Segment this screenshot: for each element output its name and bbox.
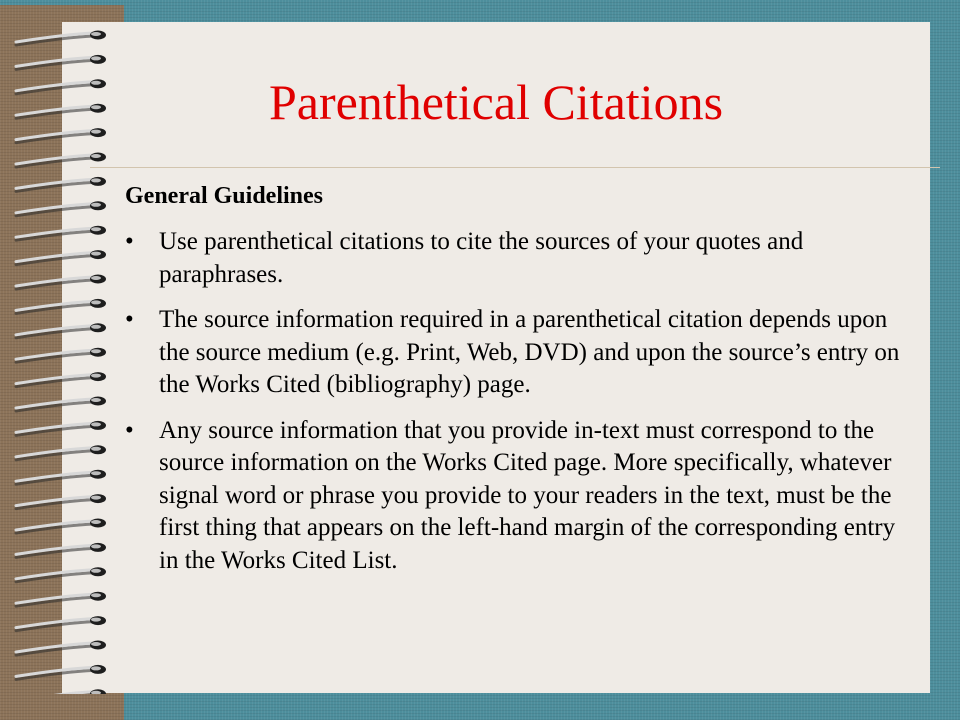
spiral-ring: [16, 323, 106, 338]
bullet-icon: •: [125, 228, 134, 255]
bullet-list: [125, 226, 915, 590]
spiral-ring: [16, 445, 106, 460]
spiral-ring: [16, 201, 106, 216]
spiral-ring: [16, 494, 106, 509]
bullet-text: The source information required in a parenthetical citation depends upon the source medium (e.g. Print, Web, DVD) and upon the source’s entry on the Works Cited (bibliography) page.: [159, 306, 900, 398]
bullet-item: [125, 226, 915, 291]
bullet-icon: •: [125, 306, 134, 333]
spiral-ring: [16, 31, 106, 46]
spiral-ring: [16, 470, 106, 485]
spiral-ring: [16, 55, 106, 70]
spiral-ring: [16, 616, 106, 631]
bullet-text: Any source information that you provide in-text must correspond to the source information on the Works Cited page. More specifically, whatever signal word or phrase you provide to your readers in the text, must be the first thing that appears on the left-hand margin of the corresponding entry in the Works Cited List.: [159, 416, 896, 574]
spiral-ring: [16, 177, 106, 192]
slide-title: Parenthetical Citations: [268, 74, 724, 130]
spiral-ring: [16, 153, 106, 168]
spiral-ring: [16, 689, 106, 694]
spiral-ring: [16, 299, 106, 314]
bullet-item: [125, 415, 915, 578]
bullet-item: [125, 304, 915, 402]
spiral-ring: [16, 641, 106, 656]
spiral-ring: [16, 397, 106, 412]
spiral-ring: [16, 226, 106, 241]
bullet-icon: •: [125, 416, 134, 444]
spiral-ring: [16, 275, 106, 290]
spiral-ring: [16, 543, 106, 558]
spiral-ring: [16, 348, 106, 363]
bullet-text: Use parenthetical citations to cite the sources of your quotes and paraphrases.: [159, 228, 804, 288]
spiral-ring: [16, 250, 106, 265]
spiral-ring: [16, 519, 106, 534]
spiral-ring: [16, 665, 106, 680]
spiral-ring: [16, 421, 106, 436]
spiral-ring: [16, 567, 106, 582]
spiral-ring: [16, 592, 106, 607]
section-heading: General Guidelines: [125, 183, 323, 209]
spiral-ring: [16, 372, 106, 387]
title-divider: [90, 167, 940, 168]
